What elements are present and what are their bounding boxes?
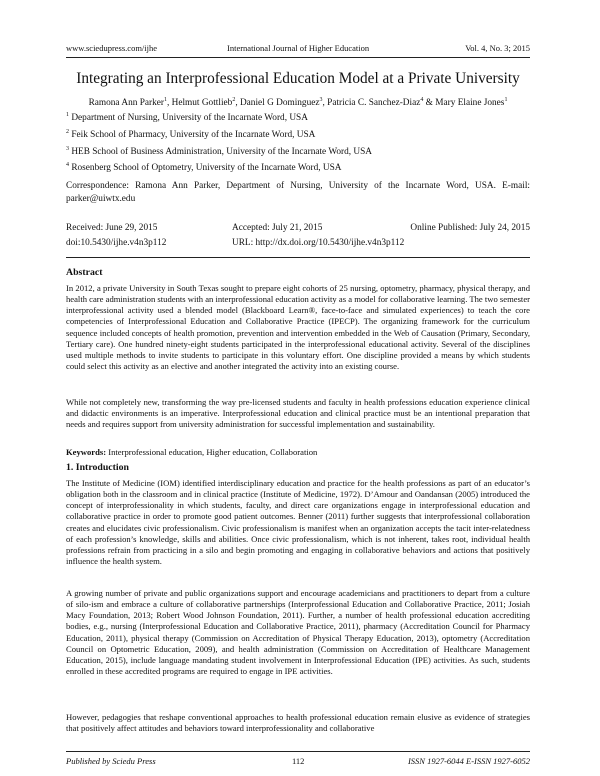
- accepted-date: Accepted: July 21, 2015: [232, 223, 323, 233]
- author-name: Patricia C. Sanchez-Diaz: [327, 98, 421, 108]
- abstract-heading: Abstract: [66, 267, 103, 278]
- affiliation: [66, 147, 372, 157]
- author-affiliation-mark: 1: [504, 96, 508, 103]
- published-date: Online Published: July 24, 2015: [410, 223, 530, 233]
- running-footer: [66, 756, 530, 768]
- author-name: Helmut Gottlieb: [171, 98, 233, 108]
- affiliation: [66, 113, 308, 123]
- author-name: Mary Elaine Jones: [435, 98, 505, 108]
- received-date: Received: June 29, 2015: [66, 223, 158, 233]
- journal-name: International Journal of Higher Education: [227, 43, 370, 53]
- body-paragraph: However, pedagogies that reshape conventional approaches to health professional education remain elusive as evidence of strategies that positively affect attitudes and behaviors toward interprofessionality and collaborative: [66, 712, 530, 734]
- issue-info: Vol. 4, No. 3; 2015: [465, 43, 530, 53]
- publisher: Published by Sciedu Press: [66, 756, 156, 766]
- doi: doi:10.5430/ijhe.v4n3p112: [66, 238, 167, 248]
- dates-row: [66, 223, 530, 236]
- affiliation: [66, 130, 315, 140]
- affiliation-text: HEB School of Business Administration, University of the Incarnate Word, USA: [71, 147, 373, 157]
- abstract-paragraph: While not completely new, transforming the way pre-licensed students and faculty in health professions education experience clinical and didactic environments is an imperative. Interprofessional education and clinical practice must be an intentional preparation that needs and requires support from university administration for successful implementation and sustainability.: [66, 397, 530, 430]
- affiliation-text: Rosenberg School of Optometry, University of the Incarnate Word, USA: [71, 163, 342, 173]
- body-paragraph: The Institute of Medicine (IOM) identified interdisciplinary education and practice for the health professions as part of an educator’s obligation both in the classroom and in clinical practice (Institute of Medicine, 1972). D’Amour and Oandansan (2005) introduced the concept of interprofessionality in which students, faculty, and direct care organizations engage in interprofessional education and collaborative practice in order to promote good patient outcomes. Benner (2011) further suggests that interprofessional collaboration creates and elucidates civic professionalism. Civic professionalism is manifest when an organization accepts the tacit inter-relatedness of each profession’s knowledge, skills and abilities. Once civic professionalism, which is not inherent, takes root, individual health professions refrain from practicing in a silo and begin promoting and engaging in collaborative behaviors and actions that positively influence the health system.: [66, 478, 530, 567]
- author-list: Ramona Ann Parker$^1$, Helmut Gottlieb$^2$, Daniel G Dominguez$^3$, Patricia C. Sanchez-Diaz$^4$ & Mary Elaine Jones$^1$: [88, 96, 508, 108]
- paper-title: Integrating an Interprofessional Education Model at a Private University: [76, 70, 520, 87]
- affiliation-text: Department of Nursing, University of the Incarnate Word, USA: [71, 113, 308, 123]
- issn: ISSN 1927-6044 E-ISSN 1927-6052: [407, 756, 530, 766]
- author-affiliation-mark: 3: [319, 96, 323, 103]
- author-name: Ramona Ann Parker: [88, 98, 164, 108]
- journal-url[interactable]: www.sciedupress.com/ijhe: [66, 43, 158, 53]
- author-affiliation-mark: 4: [420, 96, 424, 103]
- page-number: 112: [292, 756, 305, 766]
- body-paragraph: A growing number of private and public organizations support and encourage academicians and practitioners to depart from a culture of silo-ism and embrace a culture of collaborative partnerships (Interprofessional Education and Collaborative Practice, 2011; Josiah Macy Foundation, 2013; Robert Wood Johnson Foundation, 2011). Further, a number of health professional education accrediting bodies, e.g., nursing (Interprofessional Education and Collaborative Practice, 2011), pharmacy (Accreditation Council for Pharmacy Education, 2011), physical therapy (Commission on Accreditation of Physical Therapy Education, 2013), optometry (Accreditation Council on Optometric Education, 2009), and health administration (Commission on Accreditation of Healthcare Management Education, 2015), include language mandating student involvement in Interprofessional Education (IPE) activities. As such, students enrolled in these accredited programs are required to engage in IPE activities.: [66, 588, 530, 677]
- affiliation-mark: 4: [66, 161, 69, 168]
- affiliation-mark: 2: [66, 128, 69, 135]
- keywords: [66, 447, 317, 457]
- affiliation-text: Feik School of Pharmacy, University of the Incarnate Word, USA: [71, 130, 316, 140]
- introduction-heading: 1. Introduction: [66, 462, 129, 473]
- section-rule: [66, 257, 530, 258]
- keywords-text: Interprofessional education, Higher education, Collaboration: [106, 447, 318, 457]
- correspondence: Correspondence: Ramona Ann Parker, Department of Nursing, University of the Incarnate Word, USA. E-mail: parker@uiwtx.edu: [66, 181, 530, 204]
- keywords-label: Keywords:: [66, 447, 107, 457]
- abstract-paragraph: In 2012, a private University in South Texas sought to prepare eight cohorts of 25 nursing, optometry, pharmacy, physical therapy, and health care administration students with an interprofessional education activity as a model for collaborative learning. The two semester interprofessional activity used a blended model (Blackboard Learn®, face-to-face and simulated experiences) to teach the core competencies of Interprofessional Education and Collaborative Practice (IPECP). The organizing framework for the curriculum sequence included concepts of health promotion, prevention and intervention embedded in the Web of Causation (Primary, Secondary, Tertiary care). One hundred ninety-eight students participated in the interprofessional educational activity. Several of the disciplines used multiple methods to invite students to participate in this voluntary effort. One discipline provided a means by which students could select this activity as an elective and another integrated the activity into an existing course.: [66, 283, 530, 372]
- footer-rule: [66, 751, 530, 752]
- affiliation-mark: 3: [66, 145, 69, 152]
- doi-url-link[interactable]: URL: http://dx.doi.org/10.5430/ijhe.v4n3p112: [232, 238, 405, 248]
- author-affiliation-mark: 1: [163, 96, 167, 103]
- affiliation: [66, 163, 342, 173]
- identifiers-row: [66, 238, 530, 251]
- affiliation-mark: 1: [66, 111, 69, 118]
- header-rule: [66, 57, 530, 58]
- author-name: Daniel G Dominguez: [239, 98, 320, 108]
- running-header: [66, 43, 530, 55]
- author-affiliation-mark: 2: [232, 96, 236, 103]
